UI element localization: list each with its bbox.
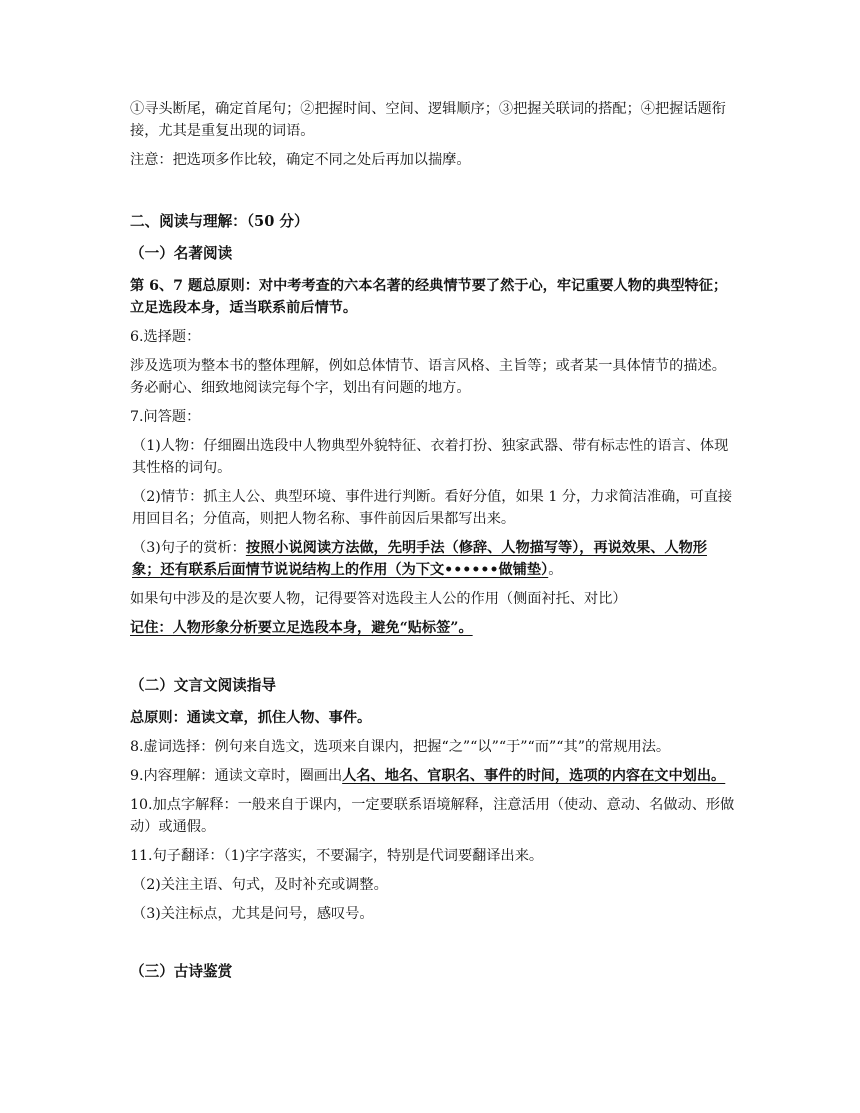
- subsection-1-title: （一）名著阅读: [130, 245, 233, 262]
- intro-tips: ①寻头断尾，确定首尾句；②把握时间、空间、逻辑顺序；③把握关联词的搭配；④把握话题衔接，尤其是重复出现的词语。: [130, 101, 726, 139]
- subsection-3-title: （三）古诗鉴赏: [130, 963, 233, 980]
- intro-note: 注意：把选项多作比较，确定不同之处后再加以揣摩。: [130, 152, 471, 168]
- q11-item-2: （2)关注主语、句式，及时补充或调整。: [132, 877, 388, 893]
- q11-text: 11.句子翻译：（1)字字落实，不要漏字，特别是代词要翻译出来。: [130, 848, 544, 864]
- q9-emphasis: 人名、地名、官职名、事件的时间，选项的内容在文中划出。: [342, 768, 726, 784]
- document-page: [130, 98, 735, 983]
- q9-text: [130, 765, 735, 787]
- subsection-2-title: （二）文言文阅读指导: [130, 677, 276, 694]
- q7-item-3: [130, 537, 735, 581]
- q9-prefix: 9.内容理解：通读文章时，圈画出: [130, 768, 343, 784]
- remember-note: 记住：人物形象分析要立足选段本身，避免“贴标签”。: [130, 620, 473, 636]
- subsection-1-principle: 第 6、7 题总原则：对中考考查的六本名著的经典情节要了然于心，牢记重要人物的典型特征；立足选段本身，适当联系前后情节。: [130, 278, 728, 316]
- q6-text: 涉及选项为整本书的整体理解，例如总体情节、语言风格、主旨等；或者某一具体情节的描述。务必耐心、细致地阅读完每个字，划出有问题的地方。: [130, 358, 726, 396]
- q7-note: 如果句中涉及的是次要人物，记得要答对选段主人公的作用（侧面衬托、对比）: [130, 591, 627, 607]
- q8-text: 8.虚词选择：例句来自选文，选项来自课内，把握“之”“以”“于”“而”“其”的常规用法。: [130, 739, 671, 755]
- q7-item-3-prefix: （3)句子的赏析：: [132, 540, 246, 556]
- q7-item-3-suffix: 。: [548, 562, 563, 578]
- section-2-title: 二、阅读与理解：（50 分）: [130, 213, 309, 230]
- q7-item-2: （2)情节：抓主人公、典型环境、事件进行判断。看好分值，如果 1 分，力求简洁准确，可直接用回目名；分值高，则把人物名称、事件前因后果都写出来。: [132, 489, 733, 527]
- q6-label: 6.选择题：: [130, 329, 201, 345]
- subsection-2-principle: 总原则：通读文章，抓住人物、事件。: [130, 710, 372, 726]
- q10-text: 10.加点字解释：一般来自于课内，一定要联系语境解释，注意活用（使动、意动、名做动、形做动）或通假。: [130, 797, 735, 835]
- q11-item-3: （3)关注标点，尤其是问号，感叹号。: [132, 906, 374, 922]
- q7-label: 7.问答题：: [130, 409, 201, 425]
- q7-item-3-emphasis: 按照小说阅读方法做，先明手法（修辞、人物描写等），再说效果、人物形象；还有联系后面情节说说结构上的作用（为下文••••••做铺垫）: [132, 540, 707, 578]
- q7-item-1: （1)人物：仔细圈出选段中人物典型外貌特征、衣着打扮、独家武器、带有标志性的语言、体现其性格的词句。: [132, 438, 729, 476]
